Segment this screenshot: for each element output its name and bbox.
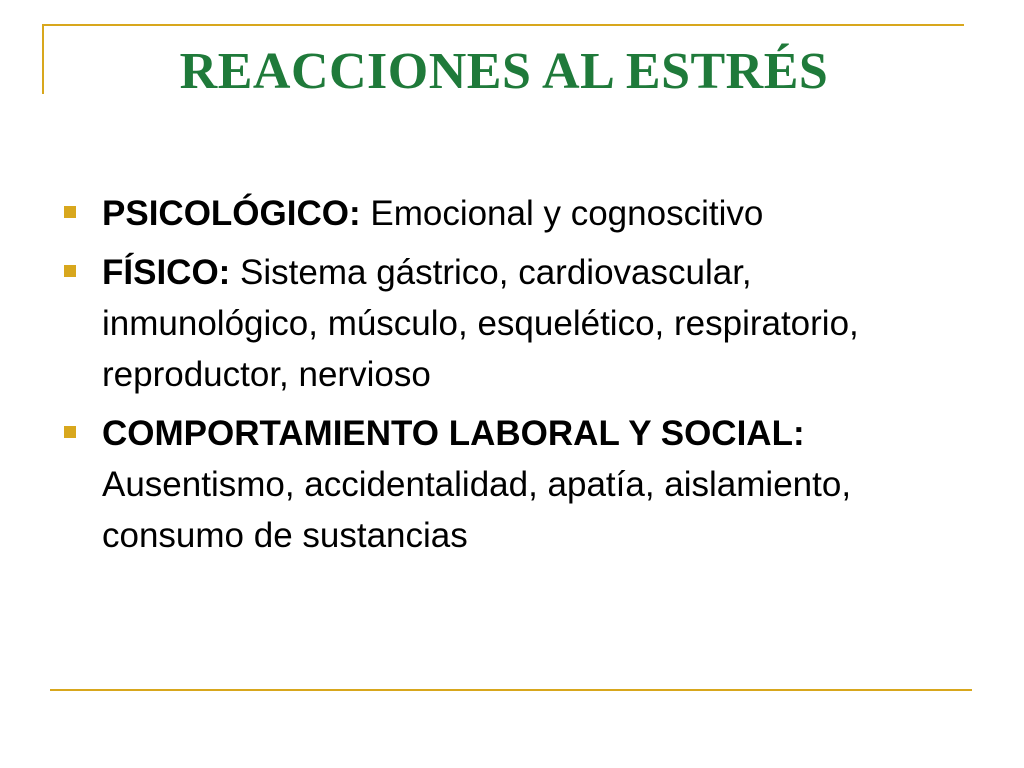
bullet-term: COMPORTAMIENTO LABORAL Y SOCIAL: [102, 414, 805, 453]
bullet-text [102, 247, 972, 400]
bullet-term: FÍSICO: [102, 253, 231, 292]
bullet-text [102, 408, 972, 561]
top-rule [42, 24, 964, 26]
bullet-description: Sistema gástrico, cardiovascular, inmunológico, músculo, esquelético, respiratorio, reproductor, nervioso [102, 253, 859, 394]
bottom-rule [50, 689, 972, 691]
bullet-list [62, 188, 972, 569]
bullet-item-psicologico [62, 188, 972, 239]
bullet-term: PSICOLÓGICO: [102, 194, 361, 233]
slide-title: REACCIONES AL ESTRÉS [179, 43, 829, 100]
bullet-description: Ausentismo, accidentalidad, apatía, aislamiento, consumo de sustancias [102, 465, 852, 555]
bullet-description: Emocional y cognoscitivo [360, 194, 764, 233]
bullet-item-comportamiento [62, 408, 972, 561]
bullet-text [102, 188, 972, 239]
square-bullet-icon [64, 206, 76, 218]
square-bullet-icon [64, 265, 76, 277]
bullet-item-fisico [62, 247, 972, 400]
square-bullet-icon [64, 426, 76, 438]
